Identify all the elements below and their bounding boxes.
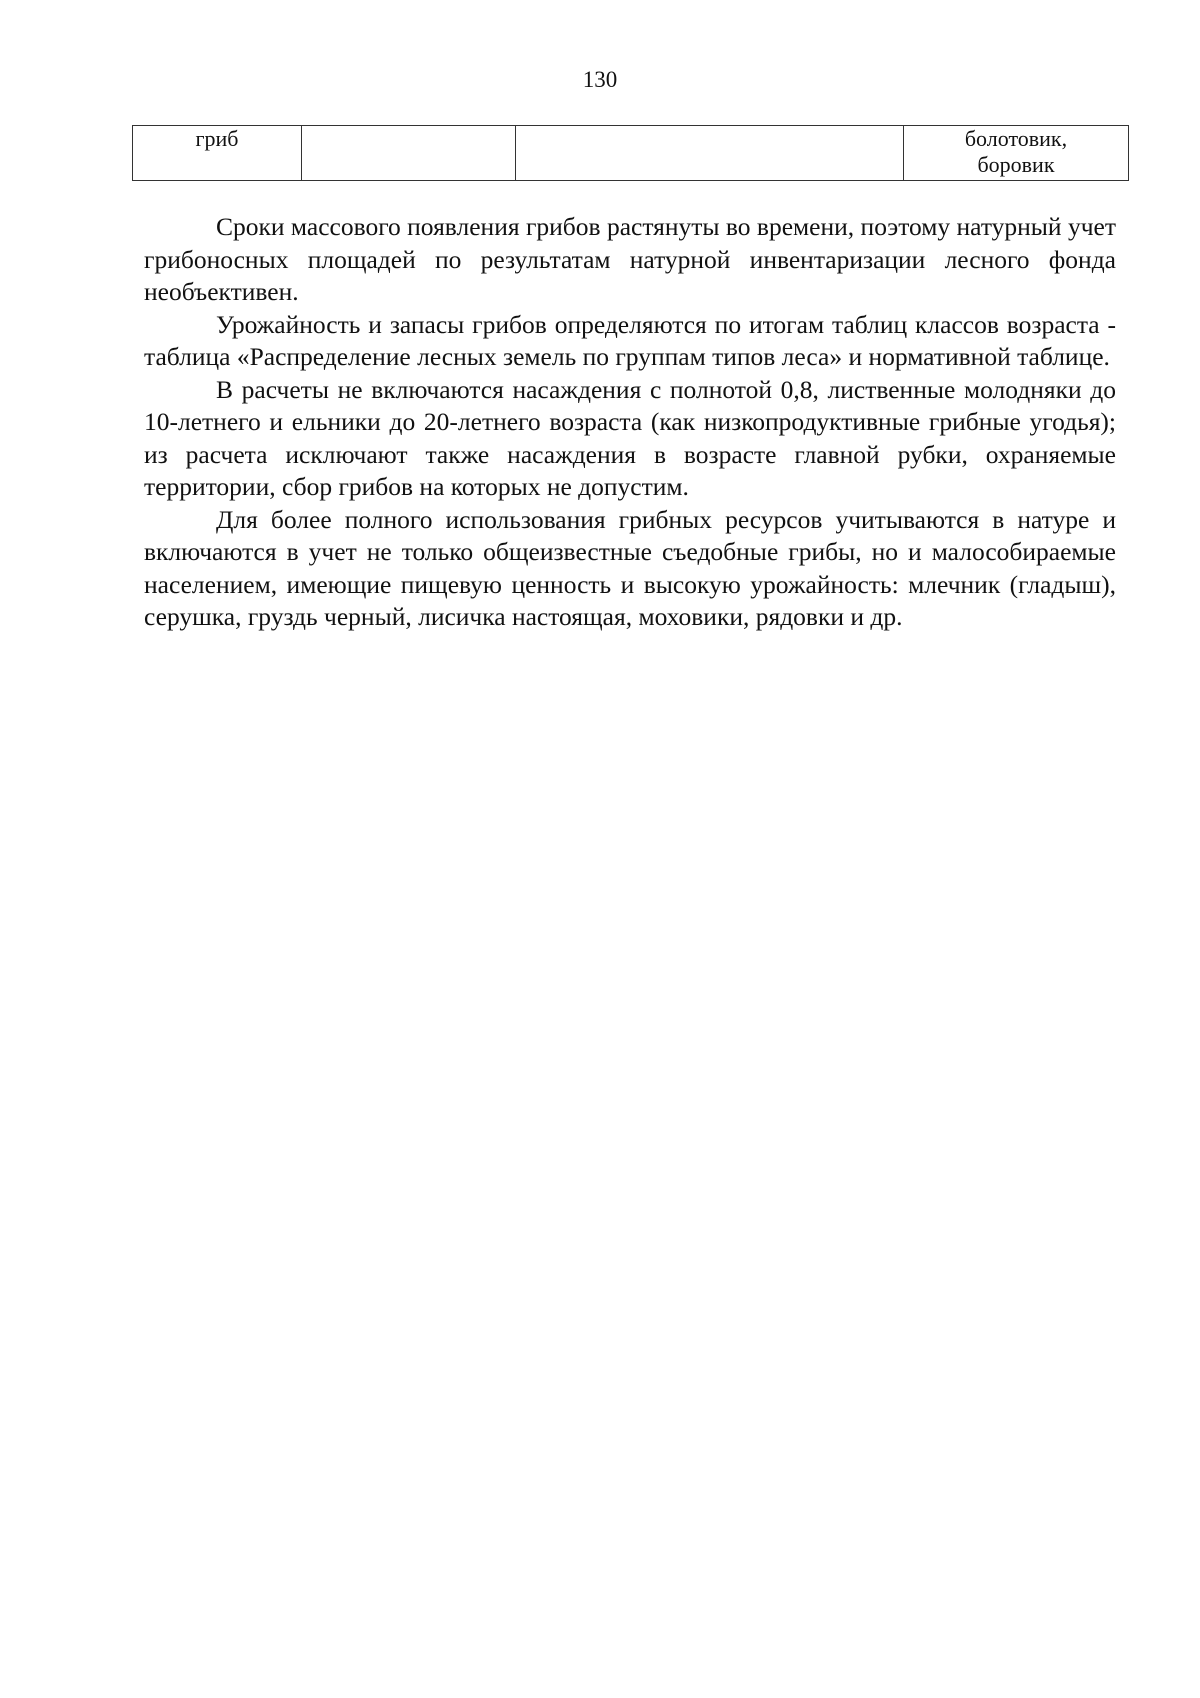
paragraph: Для более полного использования грибных ресурсов учитываются в натуре и включаются в учет не только общеизвестные съедобные грибы, но и малособираемые населением, имеющие пищевую ценность и высокую урожайность: млечник (гладыш), серушка, груздь черный, лисичка настоящая, моховики, рядовки и др. [144, 504, 1116, 631]
body-text [144, 211, 1116, 634]
table-row [133, 126, 1129, 181]
paragraph: Сроки массового появления грибов растянуты во времени, поэтому натурный учет грибоносных площадей по результатам натурной инвентаризации лесного фонда необъективен. [144, 212, 1116, 306]
table-cell-empty [516, 126, 904, 181]
paragraph: В расчеты не включаются насаждения с полнотой 0,8, лиственные молодняки до 10-летнего и ельники до 20-летнего возраста (как низкопродуктивные грибные угодья); из расчета исключают также насаждения в возрасте главной рубки, охраняемые территории, сбор грибов на которых не допустим. [144, 374, 1116, 501]
paragraph: Урожайность и запасы грибов определяются по итогам таблиц классов возраста - таблица «Распределение лесных земель по группам типов леса» и нормативной таблице. [144, 309, 1116, 371]
continued-table [132, 125, 1129, 181]
table-cell-mushroom-type: гриб [133, 126, 302, 181]
table-cell-species: болотовик, боровик [904, 126, 1129, 181]
page-number: 130 [582, 67, 618, 92]
table-cell-empty [302, 126, 516, 181]
